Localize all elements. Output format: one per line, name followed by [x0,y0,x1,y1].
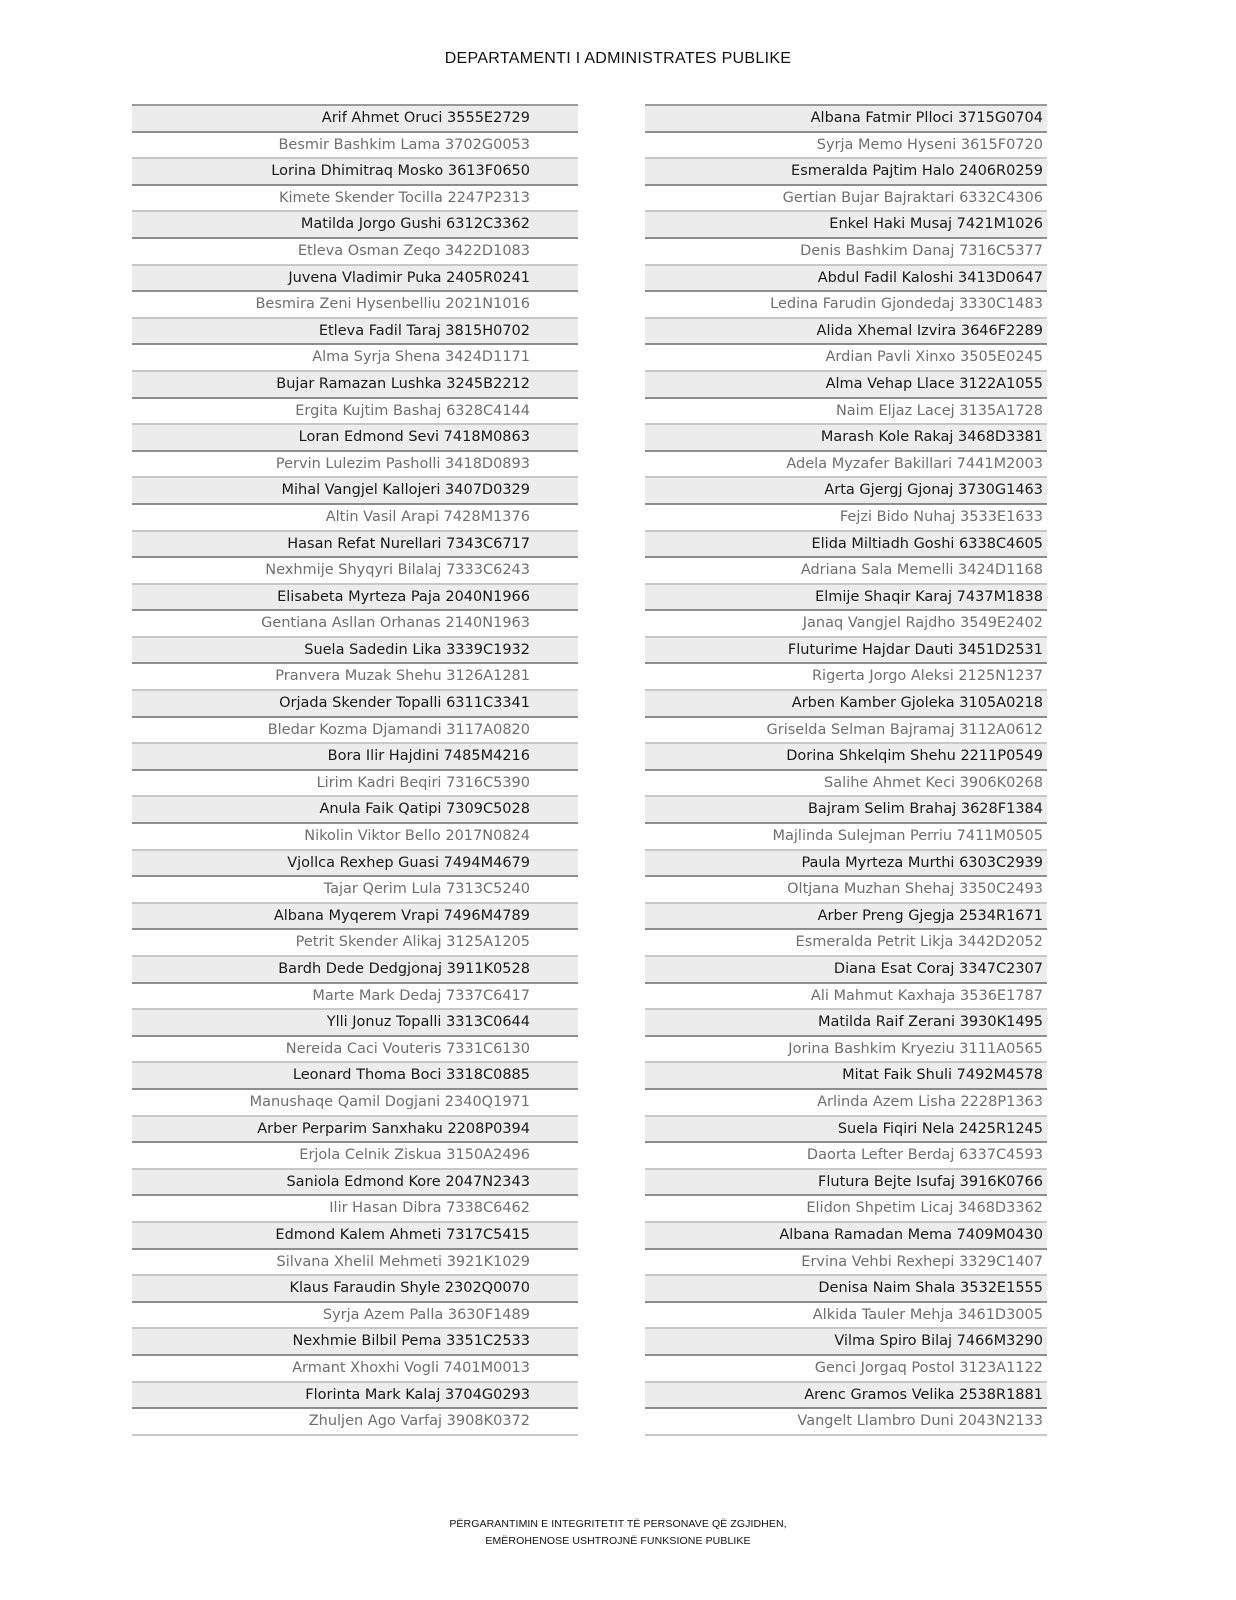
list-item: Genci Jorgaq Postol 3123A1122 [645,1356,1047,1383]
list-item: Ylli Jonuz Topalli 3313C0644 [132,1010,578,1037]
list-item: Anula Faik Qatipi 7309C5028 [132,797,578,824]
list-item: Adriana Sala Memelli 3424D1168 [645,558,1047,585]
list-item: Matilda Jorgo Gushi 6312C3362 [132,212,578,239]
list-item: Juvena Vladimir Puka 2405R0241 [132,266,578,293]
list-item: Griselda Selman Bajramaj 3112A0612 [645,718,1047,745]
list-item: Ardian Pavli Xinxo 3505E0245 [645,345,1047,372]
list-item: Ali Mahmut Kaxhaja 3536E1787 [645,984,1047,1011]
list-item: Arber Preng Gjegja 2534R1671 [645,904,1047,931]
list-item: Arif Ahmet Oruci 3555E2729 [132,106,578,133]
list-item: Enkel Haki Musaj 7421M1026 [645,212,1047,239]
list-item: Esmeralda Petrit Likja 3442D2052 [645,930,1047,957]
list-item: Alkida Tauler Mehja 3461D3005 [645,1303,1047,1330]
list-item: Syrja Azem Palla 3630F1489 [132,1303,578,1330]
list-item: Albana Ramadan Mema 7409M0430 [645,1223,1047,1250]
list-item: Ergita Kujtim Bashaj 6328C4144 [132,399,578,426]
list-item: Matilda Raif Zerani 3930K1495 [645,1010,1047,1037]
list-item: Saniola Edmond Kore 2047N2343 [132,1170,578,1197]
list-item: Elisabeta Myrteza Paja 2040N1966 [132,585,578,612]
list-item: Manushaqe Qamil Dogjani 2340Q1971 [132,1090,578,1117]
list-item: Paula Myrteza Murthi 6303C2939 [645,851,1047,878]
list-item: Dorina Shkelqim Shehu 2211P0549 [645,744,1047,771]
list-item: Syrja Memo Hyseni 3615F0720 [645,133,1047,160]
list-item: Kimete Skender Tocilla 2247P2313 [132,186,578,213]
list-item: Vilma Spiro Bilaj 7466M3290 [645,1329,1047,1356]
list-item: Mitat Faik Shuli 7492M4578 [645,1063,1047,1090]
list-item: Salihe Ahmet Keci 3906K0268 [645,771,1047,798]
list-item: Bardh Dede Dedgjonaj 3911K0528 [132,957,578,984]
list-item: Armant Xhoxhi Vogli 7401M0013 [132,1356,578,1383]
list-item: Jorina Bashkim Kryeziu 3111A0565 [645,1037,1047,1064]
list-item: Arenc Gramos Velika 2538R1881 [645,1383,1047,1410]
list-item: Klaus Faraudin Shyle 2302Q0070 [132,1276,578,1303]
list-item: Petrit Skender Alikaj 3125A1205 [132,930,578,957]
list-item: Lorina Dhimitraq Mosko 3613F0650 [132,159,578,186]
footer-line-2: EMËROHENOSE USHTROJNË FUNKSIONE PUBLIKE [485,1535,751,1547]
list-item: Arben Kamber Gjoleka 3105A0218 [645,691,1047,718]
footer-line-1: PËRGARANTIMIN E INTEGRITETIT TË PERSONAVE QË ZGJIDHEN, [449,1518,787,1530]
list-item: Gentiana Asllan Orhanas 2140N1963 [132,611,578,638]
list-item: Ervina Vehbi Rexhepi 3329C1407 [645,1250,1047,1277]
list-item: Adela Myzafer Bakillari 7441M2003 [645,452,1047,479]
list-item: Fluturime Hajdar Dauti 3451D2531 [645,638,1047,665]
list-item: Oltjana Muzhan Shehaj 3350C2493 [645,877,1047,904]
list-item: Silvana Xhelil Mehmeti 3921K1029 [132,1250,578,1277]
list-item: Suela Fiqiri Nela 2425R1245 [645,1117,1047,1144]
list-item: Janaq Vangjel Rajdho 3549E2402 [645,611,1047,638]
list-item: Nereida Caci Vouteris 7331C6130 [132,1037,578,1064]
list-item: Bora Ilir Hajdini 7485M4216 [132,744,578,771]
list-item: Orjada Skender Topalli 6311C3341 [132,691,578,718]
list-item: Erjola Celnik Ziskua 3150A2496 [132,1143,578,1170]
list-item: Loran Edmond Sevi 7418M0863 [132,425,578,452]
list-item: Nexhmie Bilbil Pema 3351C2533 [132,1329,578,1356]
list-item: Altin Vasil Arapi 7428M1376 [132,505,578,532]
list-item: Denis Bashkim Danaj 7316C5377 [645,239,1047,266]
list-item: Bujar Ramazan Lushka 3245B2212 [132,372,578,399]
list-item: Edmond Kalem Ahmeti 7317C5415 [132,1223,578,1250]
list-item: Florinta Mark Kalaj 3704G0293 [132,1383,578,1410]
list-item: Tajar Qerim Lula 7313C5240 [132,877,578,904]
list-item: Bajram Selim Brahaj 3628F1384 [645,797,1047,824]
list-item: Alida Xhemal Izvira 3646F2289 [645,319,1047,346]
list-item: Flutura Bejte Isufaj 3916K0766 [645,1170,1047,1197]
list-item: Pranvera Muzak Shehu 3126A1281 [132,664,578,691]
list-item: Alma Vehap Llace 3122A1055 [645,372,1047,399]
names-column-right [645,104,1047,1436]
list-item: Elidon Shpetim Licaj 3468D3362 [645,1196,1047,1223]
list-item: Suela Sadedin Lika 3339C1932 [132,638,578,665]
list-item: Abdul Fadil Kaloshi 3413D0647 [645,266,1047,293]
list-item: Majlinda Sulejman Perriu 7411M0505 [645,824,1047,851]
list-item: Lirim Kadri Beqiri 7316C5390 [132,771,578,798]
list-item: Leonard Thoma Boci 3318C0885 [132,1063,578,1090]
list-item: Mihal Vangjel Kallojeri 3407D0329 [132,478,578,505]
list-item: Elida Miltiadh Goshi 6338C4605 [645,532,1047,559]
list-item: Ledina Farudin Gjondedaj 3330C1483 [645,292,1047,319]
names-column-left [132,104,578,1436]
list-item: Arlinda Azem Lisha 2228P1363 [645,1090,1047,1117]
list-item: Arta Gjergj Gjonaj 3730G1463 [645,478,1047,505]
list-item: Etleva Osman Zeqo 3422D1083 [132,239,578,266]
list-item: Vjollca Rexhep Guasi 7494M4679 [132,851,578,878]
list-item: Etleva Fadil Taraj 3815H0702 [132,319,578,346]
list-item: Marash Kole Rakaj 3468D3381 [645,425,1047,452]
list-item: Zhuljen Ago Varfaj 3908K0372 [132,1409,578,1436]
list-item: Elmije Shaqir Karaj 7437M1838 [645,585,1047,612]
list-item: Alma Syrja Shena 3424D1171 [132,345,578,372]
list-item: Rigerta Jorgo Aleksi 2125N1237 [645,664,1047,691]
list-item: Daorta Lefter Berdaj 6337C4593 [645,1143,1047,1170]
list-item: Fejzi Bido Nuhaj 3533E1633 [645,505,1047,532]
list-item: Besmira Zeni Hysenbelliu 2021N1016 [132,292,578,319]
list-item: Esmeralda Pajtim Halo 2406R0259 [645,159,1047,186]
list-item: Bledar Kozma Djamandi 3117A0820 [132,718,578,745]
list-item: Denisa Naim Shala 3532E1555 [645,1276,1047,1303]
page-title: DEPARTAMENTI I ADMINISTRATES PUBLIKE [444,50,792,67]
list-item: Albana Fatmir Plloci 3715G0704 [645,106,1047,133]
list-item: Nikolin Viktor Bello 2017N0824 [132,824,578,851]
list-item: Hasan Refat Nurellari 7343C6717 [132,532,578,559]
list-item: Naim Eljaz Lacej 3135A1728 [645,399,1047,426]
list-item: Besmir Bashkim Lama 3702G0053 [132,133,578,160]
list-item: Pervin Lulezim Pasholli 3418D0893 [132,452,578,479]
list-item: Ilir Hasan Dibra 7338C6462 [132,1196,578,1223]
list-item: Vangelt Llambro Duni 2043N2133 [645,1409,1047,1436]
list-item: Arber Perparim Sanxhaku 2208P0394 [132,1117,578,1144]
list-item: Gertian Bujar Bajraktari 6332C4306 [645,186,1047,213]
list-item: Albana Myqerem Vrapi 7496M4789 [132,904,578,931]
list-item: Diana Esat Coraj 3347C2307 [645,957,1047,984]
list-item: Marte Mark Dedaj 7337C6417 [132,984,578,1011]
list-item: Nexhmije Shyqyri Bilalaj 7333C6243 [132,558,578,585]
page-footer [0,1516,1236,1550]
